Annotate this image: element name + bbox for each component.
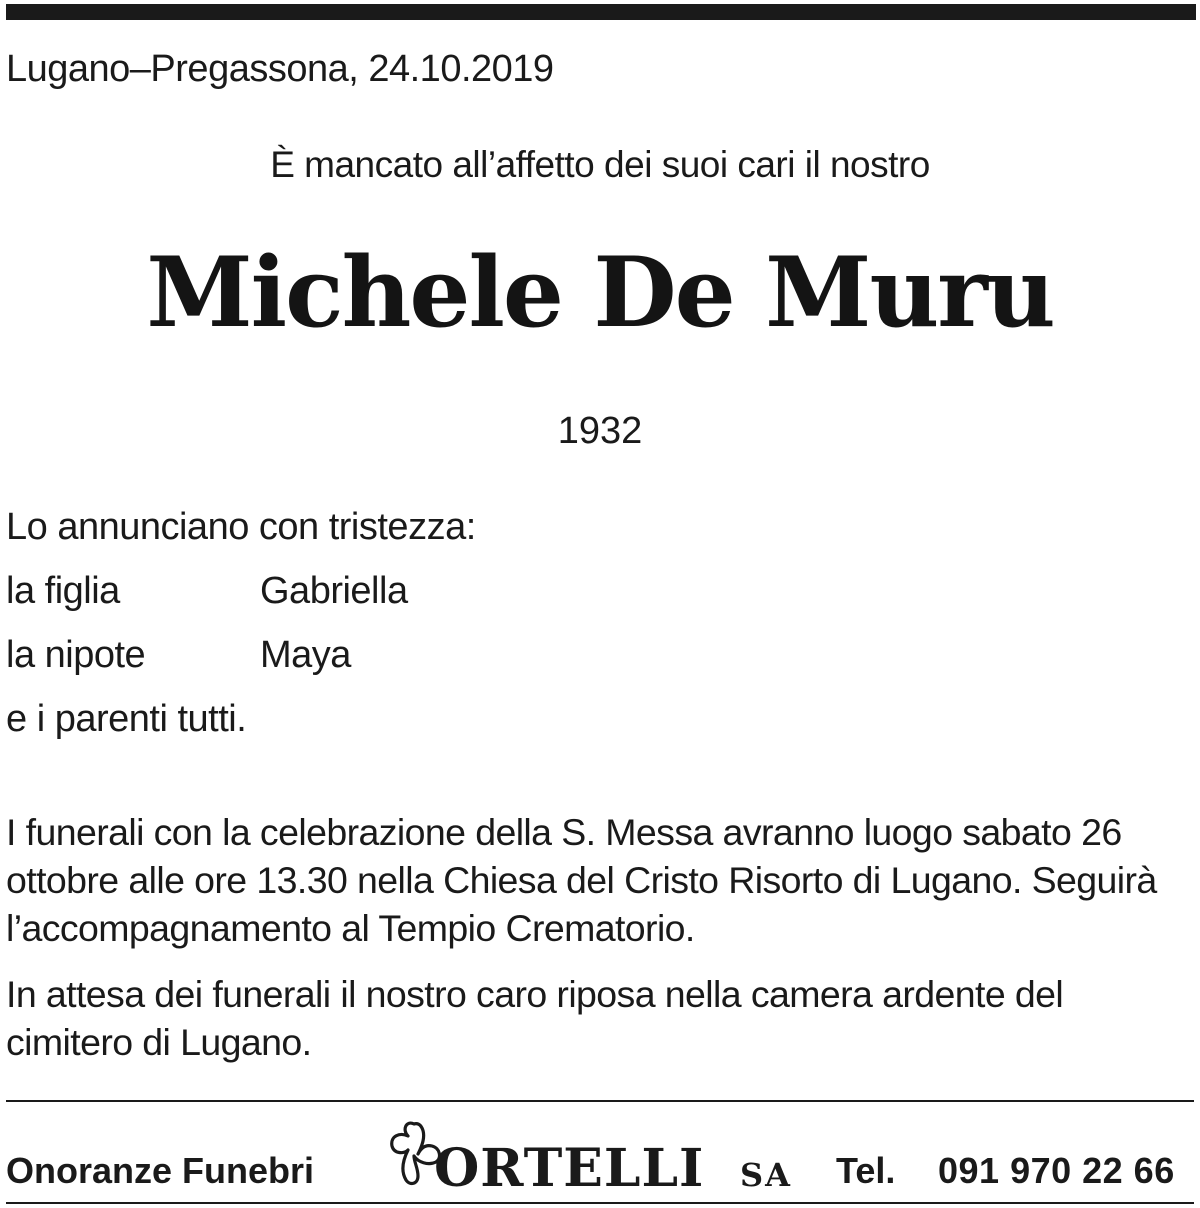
- viewing-details: In attesa dei funerali il nostro caro riposa nella camera ardente del cimitero di Lugano.: [6, 973, 1064, 1063]
- footer-rule-top: [6, 1100, 1194, 1102]
- footer-rule-bottom: [6, 1202, 1194, 1204]
- relatives-closing: e i parenti tutti.: [6, 698, 247, 740]
- birth-year: 1932: [557, 410, 643, 452]
- relative-role: la figlia: [6, 570, 120, 612]
- phone-label: Tel.: [836, 1150, 896, 1191]
- ortelli-logo: [384, 1118, 804, 1198]
- relative-name: Maya: [260, 634, 351, 676]
- logo-wordmark: ORTELLI: [434, 1138, 705, 1199]
- place-date: Lugano–Pregassona, 24.10.2019: [6, 48, 554, 90]
- relative-row: [6, 570, 408, 613]
- logo-suffix: SA: [740, 1156, 792, 1194]
- phone-number: 091 970 22 66: [938, 1150, 1175, 1191]
- intro-text: È mancato all’affetto dei suoi cari il nostro: [270, 144, 930, 185]
- deceased-name: Michele De Muru: [146, 236, 1054, 349]
- funeral-details: I funerali con la celebrazione della S. Messa avranno luogo sabato 26 ottobre alle ore 13.30 nella Chiesa del Cristo Risorto di Lugano. Seguirà l’accompagnamento al Tempio Crematorio.: [6, 811, 1157, 949]
- relative-row: [6, 634, 351, 677]
- relative-role: la nipote: [6, 634, 146, 676]
- announce-text: Lo annunciano con tristezza:: [6, 506, 476, 548]
- top-rule: [6, 4, 1196, 20]
- funeral-services-label: Onoranze Funebri: [6, 1150, 315, 1191]
- relative-name: Gabriella: [260, 570, 408, 612]
